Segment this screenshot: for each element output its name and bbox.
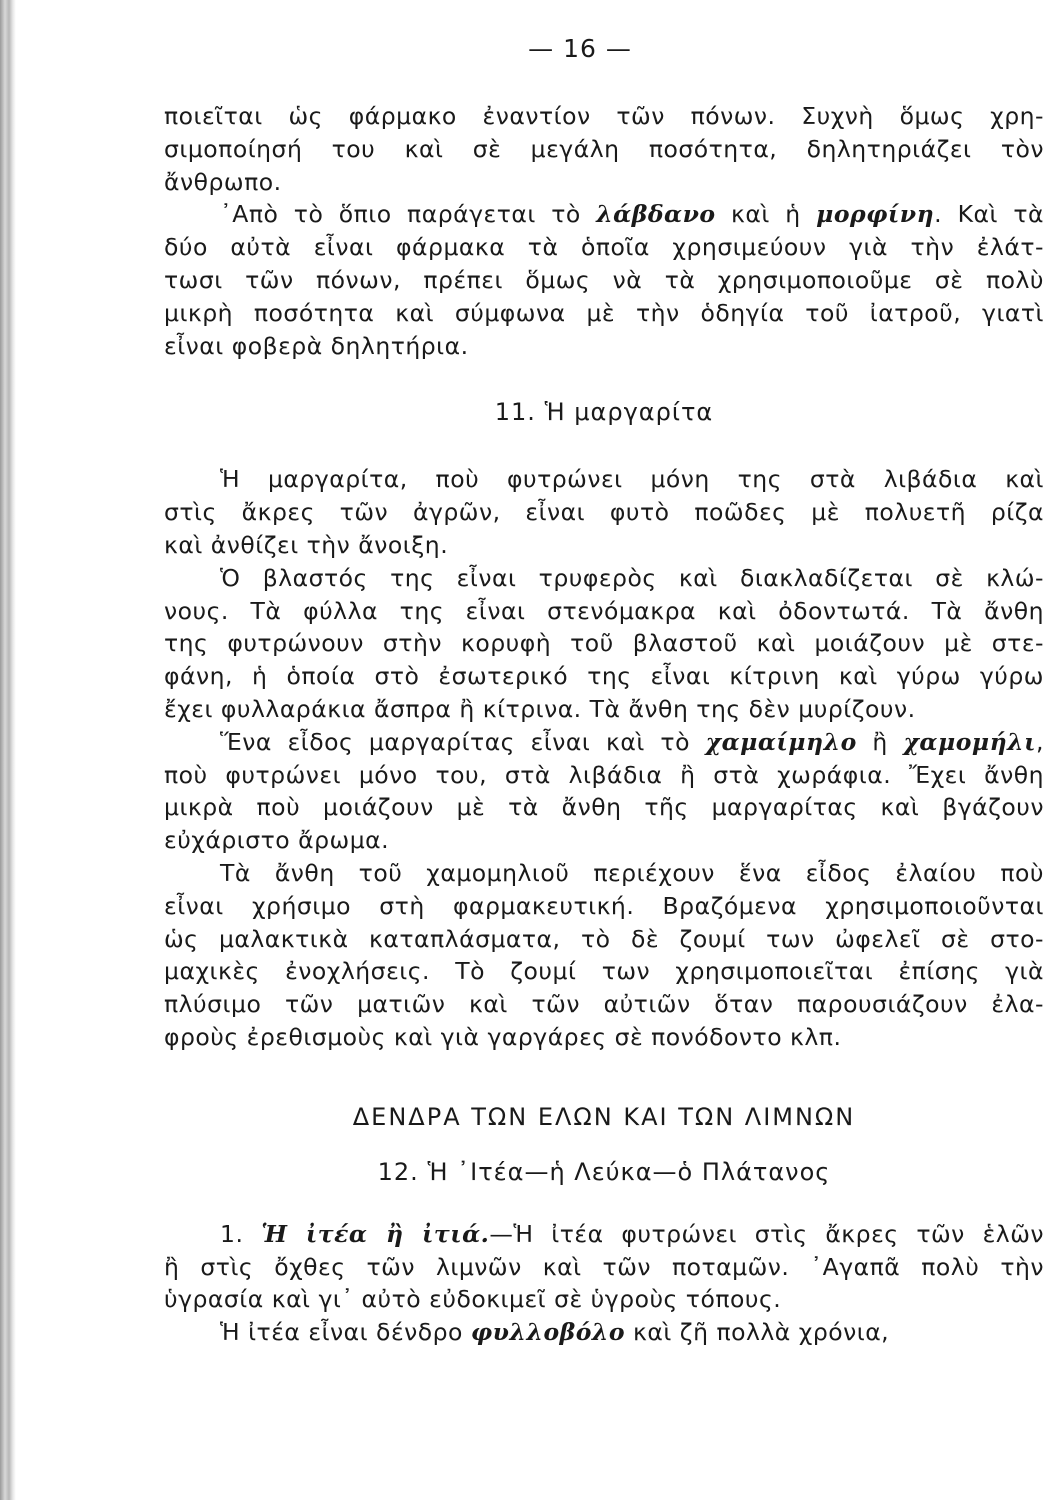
text-line (164, 1283, 1044, 1316)
text-line (164, 463, 1044, 496)
paragraph (164, 726, 1044, 857)
section-title-margarita: 11. Ἡ μαργαρίτα (494, 398, 714, 427)
text-run: ἢ (856, 727, 904, 756)
paragraphs-margarita (164, 463, 1044, 1053)
text-line (164, 133, 1044, 166)
text-line (164, 264, 1044, 297)
text-run: νους. Τὰ φύλλα της εἶναι στενόμακρα καὶ ὀδοντωτά. Τὰ ἄνθη (164, 596, 1044, 625)
paragraph (164, 562, 1044, 726)
text-run: σιμοποίησή του καὶ σὲ μεγάλη ποσότητα, δηλητηριάζει τὸν (164, 134, 1044, 163)
text-run: φάνη, ἡ ὁποία στὸ ἐσωτερικό της εἶναι κίτρινη καὶ γύρω γύρω (164, 662, 1044, 691)
text-run: ὡς μαλακτικὰ καταπλάσματα, τὸ δὲ ζουμί των ὠφελεῖ σὲ στο- (164, 924, 1044, 953)
text-line (164, 198, 1044, 231)
text-run: Τὰ ἄνθη τοῦ χαμομηλιοῦ περιέχουν ἕνα εἶδος ἐλαίου ποὺ (220, 858, 1044, 887)
text-line (164, 955, 1044, 988)
text-run: μικρὴ ποσότητα καὶ σύμφωνα μὲ τὴν ὁδηγία τοῦ ἰατροῦ, γιατὶ (164, 298, 1044, 327)
text-line (164, 759, 1044, 792)
text-run: Ἡ ἰτέα εἶναι δένδρο (220, 1318, 471, 1347)
text-line (164, 1218, 1044, 1251)
emphasized-term: λάβδανο (596, 200, 716, 229)
text-run: καὶ ζῆ πολλὰ χρόνια, (625, 1318, 890, 1347)
text-line (164, 330, 1044, 363)
emphasized-term: χαμαίμηλο (705, 727, 857, 756)
text-line (164, 791, 1044, 824)
text-run: ποὺ φυτρώνει μόνο του, στὰ λιβάδια ἢ στὰ χωράφια. Ἔχει ἄνθη (164, 760, 1044, 789)
text-run: δύο αὐτὰ εἶναι φάρμακα τὰ ὁποῖα χρησιμεύουν γιὰ τὴν ἐλάτ- (164, 233, 1044, 262)
text-line (164, 890, 1044, 923)
text-run: Ἡ μαργαρίτα, ποὺ φυτρώνει μόνη της στὰ λιβάδια καὶ (220, 465, 1044, 494)
text-run: ὑγρασία καὶ γι᾿ αὐτὸ εὐδοκιμεῖ σὲ ὑγροὺς τόπους. (164, 1285, 782, 1314)
emphasized-term: φυλλοβόλο (470, 1318, 626, 1347)
section-title-itea: 12. Ἡ ᾿Ιτέα—ἡ Λεύκα—ὁ Πλάτανος (377, 1157, 831, 1186)
text-line (164, 1316, 1044, 1349)
paragraph (164, 857, 1044, 1054)
book-spine-edge (0, 0, 16, 1500)
text-line (164, 595, 1044, 628)
emphasized-term: χαμομήλι (903, 727, 1037, 756)
text-run: στὶς ἄκρες τῶν ἀγρῶν, εἶναι φυτὸ ποῶδες μὲ πολυετῆ ρίζα (164, 498, 1044, 527)
text-run: ἄνθρωπο. (164, 167, 282, 196)
chapter-heading-trees: ΔΕΝΔΡΑ ΤΩΝ ΕΛΩΝ ΚΑΙ ΤΩΝ ΛΙΜΝΩΝ (352, 1102, 856, 1131)
text-run: καὶ ἀνθίζει τὴν ἄνοιξη. (164, 530, 449, 559)
text-run: μικρὰ ποὺ μοιάζουν μὲ τὰ ἄνθη τῆς μαργαρίτας καὶ βγάζουν (164, 793, 1044, 822)
text-run: ᾿Απὸ τὸ ὅπιο παράγεται τὸ (220, 200, 597, 229)
text-run: μαχικὲς ἐνοχλήσεις. Τὸ ζουμί των χρησιμοποιεῖται ἐπίσης γιὰ (164, 957, 1044, 986)
text-run: . Καὶ τὰ (934, 200, 1044, 229)
text-run: της φυτρώνουν στὴν κορυφὴ τοῦ βλαστοῦ καὶ μοιάζουν μὲ στε- (164, 629, 1044, 658)
paragraph (164, 1316, 1044, 1349)
text-line (164, 562, 1044, 595)
paragraphs-top (164, 100, 1044, 362)
text-run: Ἕνα εἶδος μαργαρίτας εἶναι καὶ τὸ (220, 727, 706, 756)
text-run: —Ἡ ἰτέα φυτρώνει στὶς ἄκρες τῶν ἑλῶν (489, 1219, 1044, 1248)
text-run: πλύσιμο τῶν ματιῶν καὶ τῶν αὐτιῶν ὅταν παρουσιάζουν ἐλα- (164, 990, 1044, 1019)
text-run: εὐχάριστο ἄρωμα. (164, 826, 390, 855)
text-line (164, 693, 1044, 726)
text-line (164, 166, 1044, 199)
text-line (164, 100, 1044, 133)
text-line (164, 529, 1044, 562)
text-run: 1. (220, 1219, 262, 1248)
text-line (164, 824, 1044, 857)
text-line (164, 857, 1044, 890)
text-line (164, 231, 1044, 264)
text-run: ποιεῖται ὡς φάρμακο ἐναντίον τῶν πόνων. Συχνὴ ὅμως χρη- (164, 102, 1044, 130)
text-line (164, 1251, 1044, 1284)
text-line (164, 988, 1044, 1021)
text-run: ἔχει φυλλαράκια ἄσπρα ἢ κίτρινα. Τὰ ἄνθη της δὲν μυρίζουν. (164, 694, 916, 723)
paragraph (164, 198, 1044, 362)
text-line (164, 1021, 1044, 1054)
text-run: εἶναι φοβερὰ δηλητήρια. (164, 331, 469, 360)
paragraph (164, 100, 1044, 198)
text-run: Ὁ βλαστός της εἶναι τρυφερὸς καὶ διακλαδίζεται σὲ κλώ- (220, 563, 1044, 592)
page-body (164, 100, 1044, 1349)
page-number: — 16 — (528, 34, 632, 63)
text-run: καὶ ἡ (715, 200, 817, 229)
paragraph (164, 1218, 1044, 1316)
text-run: ἢ στὶς ὄχθες τῶν λιμνῶν καὶ τῶν ποταμῶν. ᾿Αγαπᾶ πολὺ τὴν (164, 1252, 1044, 1281)
emphasized-term: Ἡ ἰτέα ἢ ἰτιά. (261, 1219, 490, 1248)
emphasized-term: μορφίνη (816, 200, 935, 229)
paragraph (164, 463, 1044, 561)
paragraphs-itea (164, 1218, 1044, 1349)
text-line (164, 496, 1044, 529)
text-run: , (1036, 727, 1044, 756)
text-line (164, 923, 1044, 956)
text-run: εἶναι χρήσιμο στὴ φαρμακευτική. Βραζόμενα χρησιμοποιοῦνται (164, 891, 1044, 920)
text-run: τωσι τῶν πόνων, πρέπει ὅμως νὰ τὰ χρησιμοποιοῦμε σὲ πολὺ (164, 265, 1044, 294)
text-line (164, 627, 1044, 660)
text-line (164, 726, 1044, 759)
text-line (164, 660, 1044, 693)
text-run: φροὺς ἐρεθισμοὺς καὶ γιὰ γαργάρες σὲ πονόδοντο κλπ. (164, 1022, 842, 1051)
text-line (164, 297, 1044, 330)
